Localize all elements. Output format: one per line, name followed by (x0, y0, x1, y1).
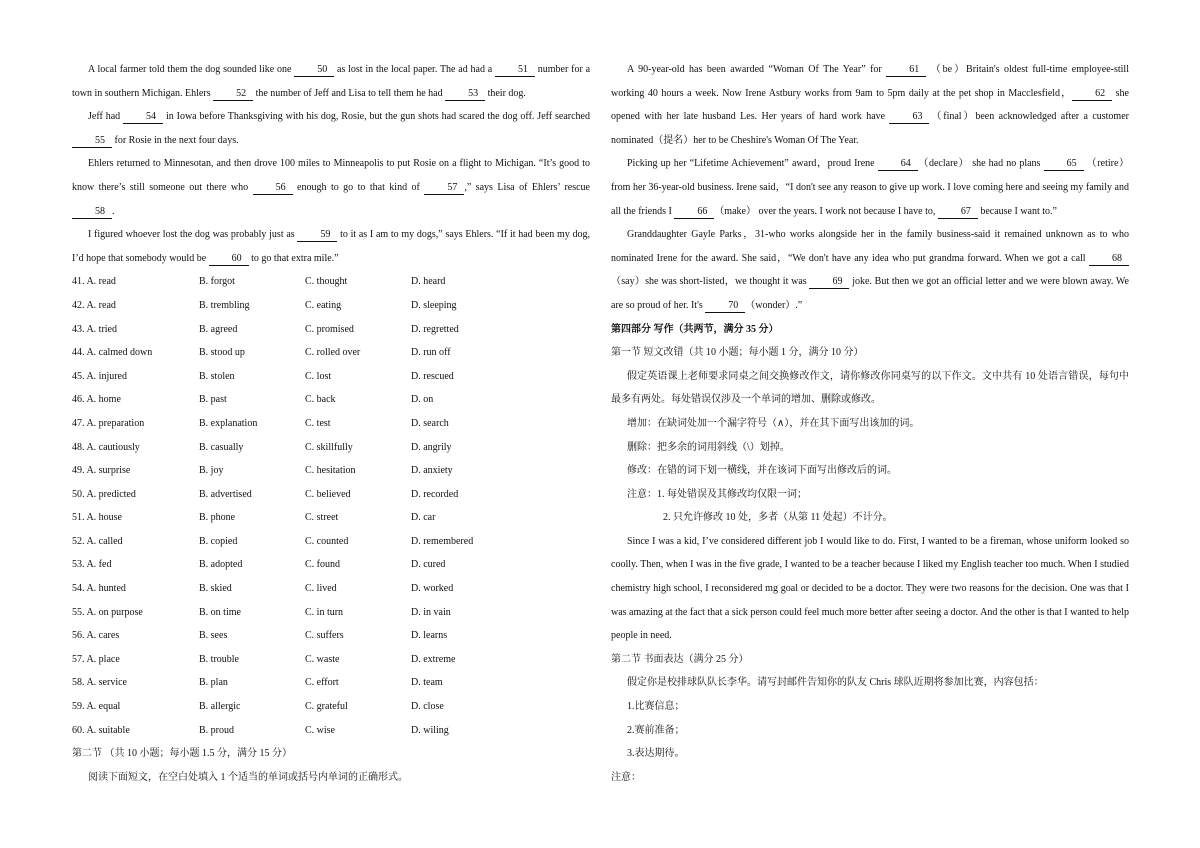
option-d: D. anxiety (411, 465, 453, 477)
note-1: 注意：1. 每处错误及其修改均仅限一词； (627, 488, 807, 500)
section2-instruction: 阅读下面短文，在空白处填入 1 个适当的单词或括号内单词的正确形式。 (88, 771, 408, 783)
option-row (72, 365, 590, 389)
option-b: B. stood up (199, 347, 245, 359)
blank-68: 68 (1089, 253, 1129, 266)
passage-paragraph (611, 223, 1129, 317)
blank-61: 61 (886, 64, 926, 77)
option-c: C. in turn (305, 606, 344, 618)
option-c: C. found (305, 559, 340, 571)
option-d: D. wiling (411, 724, 449, 736)
grammar-passage (611, 58, 1129, 318)
option-c: C. eating (305, 299, 342, 311)
blank-51: 51 (495, 64, 535, 77)
option-d: D. recorded (411, 488, 459, 500)
option-c: C. waste (305, 653, 340, 665)
option-a: 46. A. home (72, 394, 121, 406)
writing-item: 2.赛前准备； (627, 724, 685, 736)
passage-text: ,” says Lisa of Ehlers’ rescue (464, 181, 590, 193)
option-row (72, 695, 590, 719)
blank-54: 54 (123, 111, 163, 124)
passage-text: enough to go to that kind of (292, 181, 425, 193)
option-a: 52. A. called (72, 535, 123, 547)
option-b: B. sees (199, 630, 228, 642)
option-b: B. on time (199, 606, 241, 618)
option-d: D. heard (411, 276, 446, 288)
option-row (72, 436, 590, 460)
writing-section-heading: 第二节 书面表达（满分 25 分） (611, 653, 749, 665)
option-a: 49. A. surprise (72, 465, 131, 477)
note-2: 2. 只允许修改 10 处，多者（从第 11 处起）不计分。 (663, 512, 893, 524)
part4-heading: 第四部分 写作（共两节，满分 35 分） (611, 323, 779, 335)
option-d: D. search (411, 417, 449, 429)
option-c: C. promised (305, 323, 354, 335)
passage-text: number for a town in southern Michigan. Ehlers (72, 64, 591, 99)
passage-text: she opened with her late husband Les. Her years of hard work have (611, 87, 1129, 123)
blank-66: 66 (674, 206, 714, 219)
option-b: B. joy (199, 465, 224, 477)
option-row (72, 388, 590, 412)
blank-65: 65 (1044, 158, 1084, 171)
option-d: D. rescued (411, 370, 454, 382)
option-a: 58. A. service (72, 677, 127, 689)
section1-intro: 假定英语课上老师要求同桌之间交换修改作文，请你修改你同桌写的以下作文。文中共有 10 处语言错误，每句中最多有两处。每处错误仅涉及一个单词的增加、删除或修改。 (611, 370, 1129, 406)
writing-item: 1.比赛信息； (627, 701, 685, 713)
passage-text: Picking up her “Lifetime Achievement” award，proud Irene (627, 158, 878, 170)
option-b: B. skied (199, 583, 232, 595)
option-a: 44. A. calmed down (72, 347, 153, 359)
option-a: 59. A. equal (72, 701, 121, 713)
option-b: B. explanation (199, 417, 258, 429)
section1-heading: 第一节 短文改错（共 10 小题；每小题 1 分，满分 10 分） (611, 347, 864, 359)
option-d: D. remembered (411, 535, 474, 547)
option-row (72, 648, 590, 672)
passage-text: their dog. (485, 87, 526, 99)
passage-paragraph (611, 58, 1129, 152)
option-c: C. believed (305, 488, 351, 500)
rule-delete: 删除：把多余的词用斜线（\）划掉。 (627, 441, 790, 453)
option-b: B. adopted (199, 559, 243, 571)
option-row (72, 553, 590, 577)
option-b: B. trembling (199, 299, 250, 311)
option-b: B. plan (199, 677, 228, 689)
option-a: 50. A. predicted (72, 488, 136, 500)
option-a: 47. A. preparation (72, 417, 145, 429)
option-d: D. sleeping (411, 299, 457, 311)
option-row (72, 577, 590, 601)
option-row (72, 459, 590, 483)
option-c: C. suffers (305, 630, 344, 642)
rule-add: 增加：在缺词处加一个漏字符号（∧），并在其下面写出该加的词。 (627, 417, 920, 429)
blank-57: 57 (424, 182, 464, 195)
option-c: C. lost (305, 370, 332, 382)
passage-paragraph (72, 223, 590, 270)
blank-60: 60 (209, 253, 249, 266)
passage-text: A local farmer told them the dog sounded like one (88, 64, 295, 75)
passage-text: because I want to.” (977, 205, 1057, 217)
blank-56: 56 (253, 182, 293, 195)
blank-55: 55 (72, 135, 112, 148)
option-b: B. agreed (199, 323, 238, 335)
option-d: D. regretted (411, 323, 459, 335)
passage-text: Ehlers returned to Minnesotan, and then drove 100 miles to Minneapolis to put Rosie on a flight to Michigan. “It’s good to know there’s still someone out there who (72, 158, 590, 193)
options-list (72, 270, 590, 742)
option-b: B. proud (199, 724, 234, 736)
error-correction-essay: Since I was a kid, I’ve considered different job I would like to do. First, I wanted to be a fireman, whose uniform looked so coolly. Then, when I was in the five grade, I wanted to be a teacher because I liked my English teacher too much. When I studied chemistry high school, I reconsidered mg goal or decided to be a doctor. They were two reasons for the decision. One was that I was amazing at the fact that a sick person could feel much more better after seeing a doctor. And the other is that I wanted to help people in need. (611, 535, 1129, 642)
option-d: D. in vain (411, 606, 451, 618)
writing-note-label: 注意： (611, 771, 641, 783)
option-row (72, 601, 590, 625)
option-row (72, 270, 590, 294)
option-row (72, 341, 590, 365)
option-b: B. advertised (199, 488, 252, 500)
option-a: 54. A. hunted (72, 583, 126, 595)
option-c: C. street (305, 512, 339, 524)
passage-text: to it as I am to my dogs,” says Ehlers. “If it had been my dog, I’d hope that somebody would be (72, 229, 590, 264)
option-b: B. allergic (199, 701, 241, 713)
option-c: C. wise (305, 724, 335, 736)
passage-text: （declare） she had no plans (917, 158, 1044, 170)
passage-text: for Rosie in the next four days. (112, 134, 239, 146)
option-row (72, 506, 590, 530)
option-c: C. hesitation (305, 465, 356, 477)
option-d: D. extreme (411, 653, 456, 665)
option-row (72, 412, 590, 436)
option-b: B. forgot (199, 276, 235, 288)
passage-text: （be）Britain's oldest full-time employee-still working 40 hours a week. Now Irene Astbury works from 9am to 5pm daily at the pet shop in Macclesfield， (611, 64, 1129, 99)
blank-59: 59 (297, 229, 337, 242)
passage-text: in Iowa before Thanksgiving with his dog, Rosie, but the gun shots had scared the dog off. Jeff searched (163, 111, 590, 123)
option-a: 41. A. read (72, 276, 116, 288)
passage-text: joke. But then we got an official letter and we were blown away. We are so proud of her. It's (611, 276, 1129, 311)
left-column (72, 58, 590, 789)
blank-63: 63 (889, 111, 929, 124)
passage-text: I figured whoever lost the dog was probably just as (88, 229, 298, 241)
right-column (611, 58, 1129, 789)
passage-paragraph (611, 152, 1129, 223)
option-a: 51. A. house (72, 512, 122, 524)
passage-text: A 90-year-old has been awarded “Woman Of The Year” for (627, 64, 887, 75)
option-row (72, 671, 590, 695)
passage-text: （final）been acknowledged after a customer nominated（提名）her to be Cheshire's Woman Of The Year. (611, 111, 1129, 146)
passage-text: to go that extra mile.” (248, 252, 339, 264)
passage-paragraph (72, 105, 590, 152)
writing-item: 3.表达期待。 (627, 748, 685, 760)
rule-modify: 修改：在错的词下划一横线，并在该词下面写出修改后的词。 (627, 465, 897, 477)
blank-53: 53 (445, 88, 485, 101)
blank-52: 52 (213, 88, 253, 101)
option-a: 42. A. read (72, 299, 116, 311)
option-b: B. trouble (199, 653, 239, 665)
option-c: C. lived (305, 583, 337, 595)
option-d: D. learns (411, 630, 448, 642)
option-a: 56. A. cares (72, 630, 120, 642)
option-c: C. back (305, 394, 336, 406)
option-d: D. angrily (411, 441, 452, 453)
option-c: C. grateful (305, 701, 348, 713)
option-b: B. past (199, 394, 227, 406)
blank-67: 67 (938, 206, 978, 219)
option-row (72, 483, 590, 507)
passage-text: （say）she was short-listed，we thought it was (611, 276, 810, 288)
blank-70: 70 (705, 300, 745, 313)
writing-task-intro: 假定你是校排球队队长李华。请写封邮件告知你的队友 Chris 球队近期将参加比赛，内容包括： (627, 677, 1044, 689)
option-row (72, 624, 590, 648)
passage-text: . (112, 205, 115, 217)
option-d: D. team (411, 677, 443, 689)
option-row (72, 294, 590, 318)
option-row (72, 719, 590, 743)
passage-text: （wonder）.” (745, 299, 803, 311)
option-a: 43. A. tried (72, 323, 117, 335)
option-c: C. test (305, 417, 331, 429)
option-a: 48. A. cautiously (72, 441, 140, 453)
passage-text: Jeff had (88, 111, 124, 123)
option-a: 55. A. on purpose (72, 606, 143, 618)
option-d: D. cured (411, 559, 446, 571)
passage-paragraph (72, 58, 590, 105)
blank-64: 64 (878, 158, 918, 171)
option-d: D. worked (411, 583, 454, 595)
option-a: 53. A. fed (72, 559, 112, 571)
passage-text: the number of Jeff and Lisa to tell them he had (253, 87, 446, 99)
option-d: D. run off (411, 347, 451, 359)
option-c: C. counted (305, 535, 349, 547)
option-a: 60. A. suitable (72, 724, 130, 736)
option-row (72, 318, 590, 342)
blank-62: 62 (1072, 88, 1112, 101)
option-b: B. copied (199, 535, 238, 547)
option-b: B. stolen (199, 370, 235, 382)
option-d: D. close (411, 701, 444, 713)
option-d: D. car (411, 512, 436, 524)
blank-50: 50 (294, 64, 334, 77)
option-c: C. rolled over (305, 347, 361, 359)
passage-text: as lost in the local paper. The ad had a (334, 64, 495, 75)
passage-paragraph (72, 152, 590, 223)
blank-69: 69 (809, 276, 849, 289)
option-a: 45. A. injured (72, 370, 127, 382)
option-a: 57. A. place (72, 653, 120, 665)
option-d: D. on (411, 394, 434, 406)
passage-text: Granddaughter Gayle Parks，31-who works alongside her in the family business-said it remained unknown as to who nominated Irene for the award. She said，“We don't have any idea who put grandma forward. When we got a call (611, 229, 1129, 264)
cloze-passage (72, 58, 590, 270)
passage-text: （make） over the years. I work not because I have to, (714, 205, 938, 217)
section2-heading: 第二节 （共 10 小题；每小题 1.5 分，满分 15 分） (72, 748, 292, 760)
option-c: C. effort (305, 677, 339, 689)
option-c: C. skillfully (305, 441, 353, 453)
option-c: C. thought (305, 276, 348, 288)
option-b: B. casually (199, 441, 244, 453)
option-row (72, 530, 590, 554)
blank-58: 58 (72, 206, 112, 219)
option-b: B. phone (199, 512, 236, 524)
passage-text: （retire）from her 36-year-old business. Irene said，“I don't see any reason to give up work. I love coming here and seeing my family and all the friends I (611, 158, 1130, 217)
